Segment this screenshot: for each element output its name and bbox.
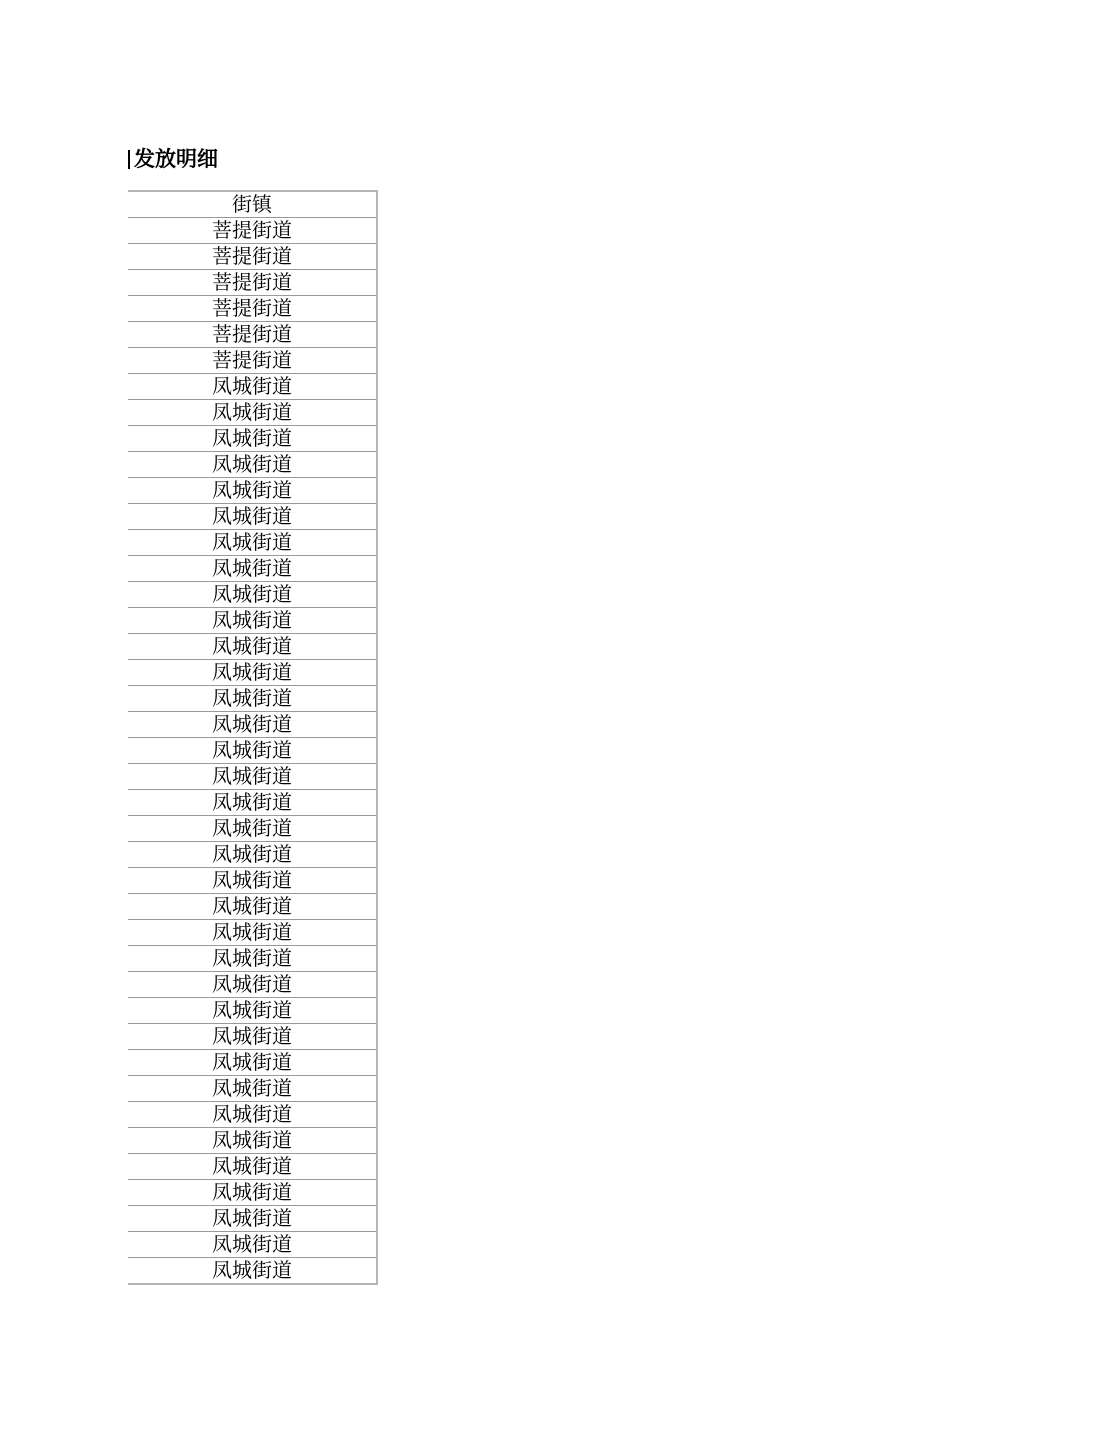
table-row bbox=[128, 790, 377, 816]
table-row bbox=[128, 504, 377, 530]
table-row bbox=[128, 1180, 377, 1206]
street-town-cell: 凤城街道 bbox=[128, 1024, 377, 1050]
title-marker bbox=[128, 150, 130, 169]
table-row bbox=[128, 686, 377, 712]
table-header-row bbox=[128, 191, 377, 218]
table-row bbox=[128, 400, 377, 426]
table-row bbox=[128, 764, 377, 790]
street-town-cell: 凤城街道 bbox=[128, 816, 377, 842]
table-row bbox=[128, 426, 377, 452]
street-town-cell: 凤城街道 bbox=[128, 1232, 377, 1258]
street-town-cell: 凤城街道 bbox=[128, 582, 377, 608]
table-row bbox=[128, 218, 377, 244]
street-town-cell: 菩提街道 bbox=[128, 270, 377, 296]
table-row bbox=[128, 556, 377, 582]
table-row bbox=[128, 842, 377, 868]
table-row bbox=[128, 920, 377, 946]
street-town-cell: 凤城街道 bbox=[128, 1102, 377, 1128]
table-row bbox=[128, 608, 377, 634]
street-town-cell: 凤城街道 bbox=[128, 868, 377, 894]
street-town-cell: 凤城街道 bbox=[128, 712, 377, 738]
street-town-cell: 凤城街道 bbox=[128, 478, 377, 504]
street-town-cell: 菩提街道 bbox=[128, 244, 377, 270]
street-town-cell: 凤城街道 bbox=[128, 1076, 377, 1102]
street-town-cell: 凤城街道 bbox=[128, 1206, 377, 1232]
table-row bbox=[128, 868, 377, 894]
street-town-cell: 菩提街道 bbox=[128, 218, 377, 244]
page-title bbox=[128, 144, 218, 174]
table-row bbox=[128, 582, 377, 608]
table-row bbox=[128, 478, 377, 504]
street-town-cell: 菩提街道 bbox=[128, 296, 377, 322]
table-row bbox=[128, 712, 377, 738]
table-row bbox=[128, 530, 377, 556]
street-town-cell: 凤城街道 bbox=[128, 530, 377, 556]
table-row bbox=[128, 738, 377, 764]
street-town-cell: 凤城街道 bbox=[128, 972, 377, 998]
street-town-cell: 凤城街道 bbox=[128, 1128, 377, 1154]
column-header-street-town: 街镇 bbox=[128, 191, 377, 218]
street-town-cell: 凤城街道 bbox=[128, 556, 377, 582]
table-row bbox=[128, 452, 377, 478]
table-row bbox=[128, 296, 377, 322]
table-row bbox=[128, 998, 377, 1024]
street-town-cell: 凤城街道 bbox=[128, 790, 377, 816]
street-town-cell: 凤城街道 bbox=[128, 1050, 377, 1076]
page-title-text: 发放明细 bbox=[134, 146, 218, 171]
table-row bbox=[128, 1050, 377, 1076]
table-row bbox=[128, 1076, 377, 1102]
street-town-cell: 凤城街道 bbox=[128, 738, 377, 764]
street-town-cell: 凤城街道 bbox=[128, 504, 377, 530]
table-row bbox=[128, 348, 377, 374]
street-town-cell: 凤城街道 bbox=[128, 764, 377, 790]
street-town-cell: 凤城街道 bbox=[128, 452, 377, 478]
table-row bbox=[128, 374, 377, 400]
distribution-table bbox=[128, 190, 378, 1285]
street-town-cell: 菩提街道 bbox=[128, 348, 377, 374]
street-town-cell: 凤城街道 bbox=[128, 660, 377, 686]
street-town-cell: 菩提街道 bbox=[128, 322, 377, 348]
street-town-cell: 凤城街道 bbox=[128, 1258, 377, 1285]
table-row bbox=[128, 816, 377, 842]
street-town-cell: 凤城街道 bbox=[128, 426, 377, 452]
table-row bbox=[128, 894, 377, 920]
table-row bbox=[128, 1154, 377, 1180]
street-town-cell: 凤城街道 bbox=[128, 920, 377, 946]
table-row bbox=[128, 660, 377, 686]
table-row bbox=[128, 972, 377, 998]
table-row bbox=[128, 946, 377, 972]
street-town-cell: 凤城街道 bbox=[128, 946, 377, 972]
street-town-cell: 凤城街道 bbox=[128, 1154, 377, 1180]
street-town-cell: 凤城街道 bbox=[128, 998, 377, 1024]
street-town-cell: 凤城街道 bbox=[128, 1180, 377, 1206]
street-town-cell: 凤城街道 bbox=[128, 400, 377, 426]
street-town-cell: 凤城街道 bbox=[128, 842, 377, 868]
table-row bbox=[128, 1258, 377, 1285]
street-town-cell: 凤城街道 bbox=[128, 608, 377, 634]
street-town-cell: 凤城街道 bbox=[128, 894, 377, 920]
table-row bbox=[128, 1128, 377, 1154]
table-row bbox=[128, 1232, 377, 1258]
table-row bbox=[128, 270, 377, 296]
table-row bbox=[128, 1102, 377, 1128]
table-row bbox=[128, 634, 377, 660]
street-town-cell: 凤城街道 bbox=[128, 374, 377, 400]
table-row bbox=[128, 1024, 377, 1050]
table-row bbox=[128, 322, 377, 348]
table-row bbox=[128, 244, 377, 270]
table-body bbox=[128, 218, 377, 1285]
street-town-cell: 凤城街道 bbox=[128, 634, 377, 660]
table-row bbox=[128, 1206, 377, 1232]
street-town-cell: 凤城街道 bbox=[128, 686, 377, 712]
